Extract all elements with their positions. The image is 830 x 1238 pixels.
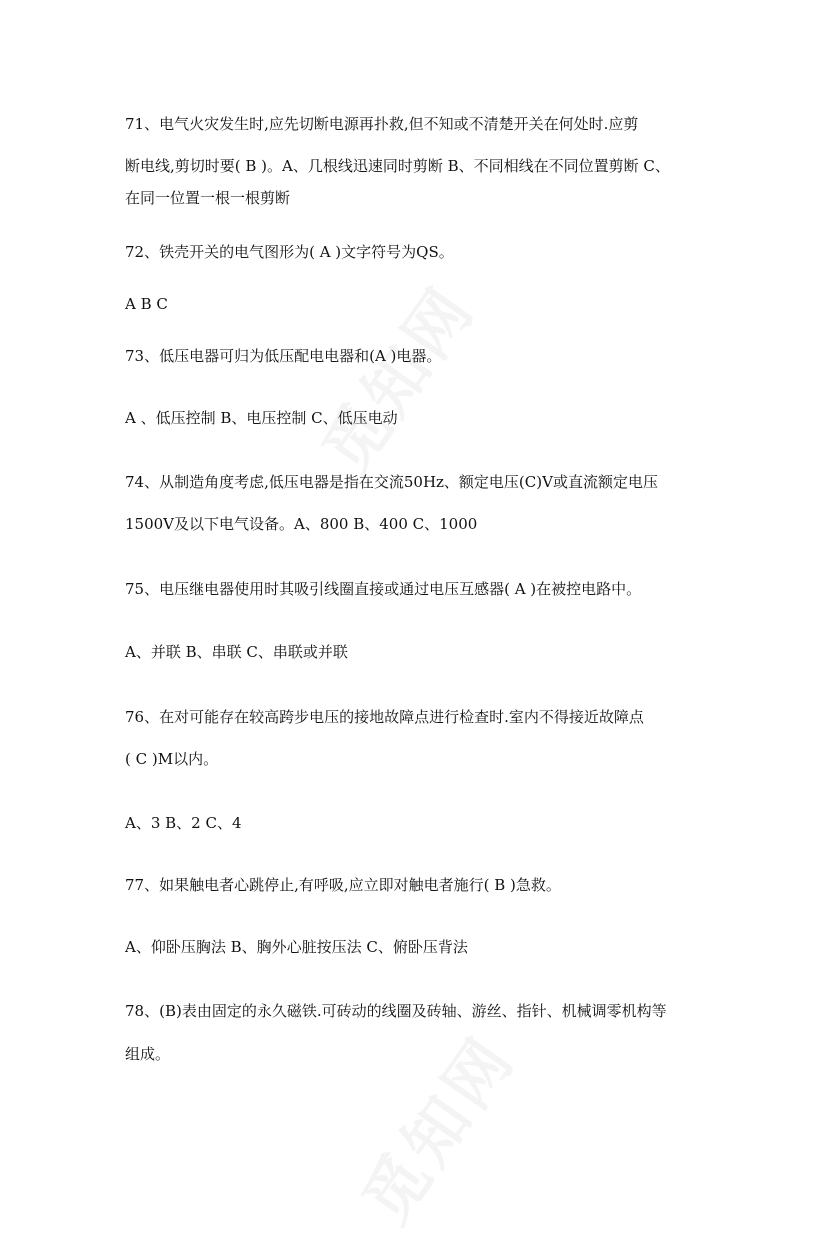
text-line: 76、在对可能存在较高跨步电压的接地故障点进行检查时.室内不得接近故障点	[125, 708, 644, 726]
text-line: 77、如果触电者心跳停止,有呼吸,应立即对触电者施行( B )急救。	[125, 876, 561, 894]
text-line: ( C )M以内。	[125, 750, 219, 768]
text-line: A、3 B、2 C、4	[125, 814, 242, 832]
text-line: 72、铁壳开关的电气图形为( A )文字符号为QS。	[125, 243, 454, 261]
text-line: 74、从制造角度考虑,低压电器是指在交流50Hz、额定电压(C)V或直流额定电压	[125, 473, 658, 491]
text-line: A 、低压控制 B、电压控制 C、低压电动	[125, 409, 398, 427]
text-line: A、并联 B、串联 C、串联或并联	[125, 643, 348, 661]
text-line: A B C	[125, 295, 168, 313]
text-line: 组成。	[125, 1045, 171, 1063]
text-line: 78、(B)表由固定的永久磁铁.可砖动的线圈及砖轴、游丝、指针、机械调零机构等	[125, 1002, 667, 1020]
text-line: 75、电压继电器使用时其吸引线圈直接或通过电压互感器( A )在被控电路中。	[125, 580, 642, 598]
text-line: 1500V及以下电气设备。A、800 B、400 C、1000	[125, 515, 478, 533]
text-line: 71、电气火灾发生时,应先切断电源再扑救,但不知或不清楚开关在何处时.应剪	[125, 115, 639, 133]
text-line: 断电线,剪切时要( B )。A、几根线迅速同时剪断 B、不同相线在不同位置剪断 C、	[125, 157, 670, 175]
text-line: 73、低压电器可归为低压配电电器和(A )电器。	[125, 347, 442, 365]
text-line: 在同一位置一根一根剪断	[125, 189, 291, 207]
text-line: A、仰卧压胸法 B、胸外心脏按压法 C、俯卧压背法	[125, 938, 468, 956]
